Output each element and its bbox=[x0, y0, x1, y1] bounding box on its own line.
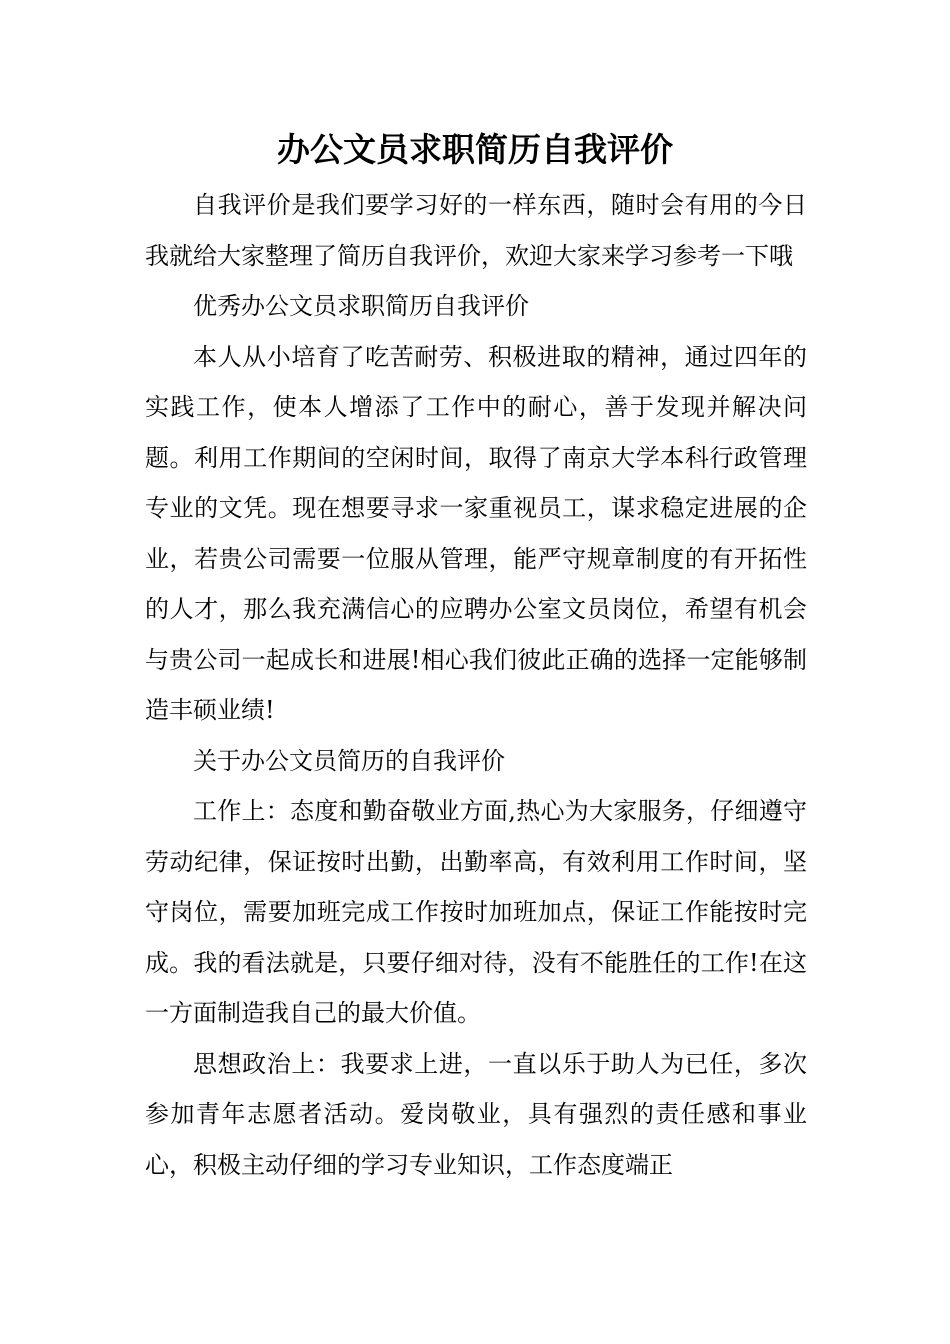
paragraph-personal-statement: 本人从小培育了吃苦耐劳、积极进取的精神，通过四年的实践工作，使本人增添了工作中的耐心，善于发现并解决问题。利用工作期间的空闲时间，取得了南京大学本科行政管理专业的文凭。现在想要寻求一家重视员工，谋求稳定进展的企业，若贵公司需要一位服从管理，能严守规章制度的有开拓性的人才，那么我充满信心的应聘办公室文员岗位，希望有机会与贵公司一起成长和进展!相心我们彼此正确的选择一定能够制造丰硕业绩! bbox=[145, 342, 807, 724]
section-heading-excellent-clerk: 优秀办公文员求职简历自我评价 bbox=[193, 292, 529, 320]
document-body bbox=[145, 180, 807, 1190]
paragraph-ideology: 思想政治上：我要求上进，一直以乐于助人为已任，多次参加青年志愿者活动。爱岗敬业，具有强烈的责任感和事业心，积极主动仔细的学习专业知识，工作态度端正 bbox=[145, 1049, 807, 1179]
document-title: 办公文员求职简历自我评价 bbox=[277, 130, 673, 169]
paragraph-work: 工作上：态度和勤奋敬业方面,热心为大家服务，仔细遵守劳动纪律，保证按时出勤，出勤率高，有效利用工作时间，坚守岗位，需要加班完成工作按时加班加点，保证工作能按时完成。我的看法就是，只要仔细对待，没有不能胜任的工作!在这一方面制造我自己的最大价值。 bbox=[145, 797, 807, 1027]
section-heading-clerk-resume: 关于办公文员简历的自我评价 bbox=[193, 746, 505, 775]
paragraph-intro: 自我评价是我们要学习好的一样东西，随时会有用的今日我就给大家整理了简历自我评价，欢迎大家来学习参考一下哦 bbox=[145, 191, 807, 270]
